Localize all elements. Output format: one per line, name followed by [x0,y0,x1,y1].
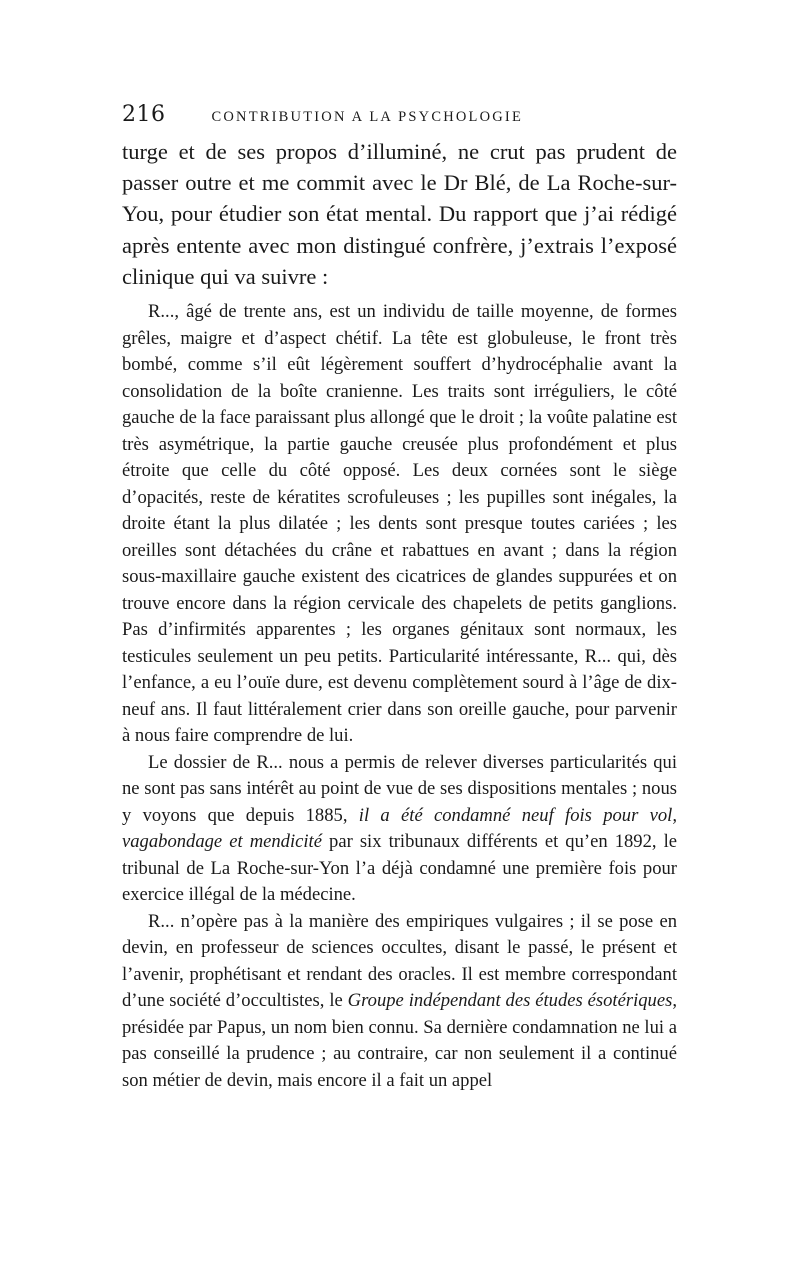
devin-paragraph [122,909,677,1095]
intro-text [122,136,677,292]
intro-paragraph: turge et de ses propos d’illuminé, ne crut pas prudent de passer outre et me commit avec le Dr Blé, de La Roche-sur-You, pour étudier son état mental. Du rapport que j’ai rédigé après entente avec mon distingué confrère, j’extrais l’exposé clinique qui va suivre : [122,139,677,289]
devin-italic-text: Groupe indépendant des études ésotériques [347,990,673,1011]
dossier-text-end: par six tribunaux différents et qu’en 1892, le tribunal de La Roche-sur-Yon l’a déjà condamné une première fois pour exercice illégal de la médecine. [122,831,678,905]
dossier-text-start: Le dossier de R... nous a permis de relever diverses particularités qui ne sont pas sans intérêt au point de vue de ses dispositions mentales ; nous y voyons que depuis 1885, [122,751,677,826]
devin-text-end: , présidée par Papus, un nom bien connu. Sa dernière condamnation ne lui a pas conseillé la prudence ; au contraire, car non seulement il a continué son métier de devin, mais encore il a fait un appel [122,990,677,1091]
main-text [122,299,677,1094]
dossier-italic-text: il a été condamné neuf fois pour vol, vagabondage et mendicité [122,804,677,852]
devin-text-start: R... n’opère pas à la manière des empiriques vulgaires ; il se pose en devin, en professeur de sciences occultes, disant le passé, le présent et l’avenir, prophétisant et rendant des oracles. Il est membre correspondant d’une société d’occultistes, le [122,910,677,1011]
dossier-paragraph [122,750,677,909]
running-header [122,102,674,127]
running-title: CONTRIBUTION A LA PSYCHOLOGIE [211,109,524,125]
page-number: 216 [122,102,166,127]
clinical-paragraph: R..., âgé de trente ans, est un individu de taille moyenne, de formes grêles, maigre et d’aspect chétif. La tête est globuleuse, le front très bombé, comme s’il eût légèrement souffert d’hydrocéphalie avant la consolidation de la boîte cranienne. Les traits sont irréguliers, le côté gauche de la face paraissant plus allongé que le droit ; la voûte palatine est très asymétrique, la partie gauche creusée plus profondément et plus étroite que celle du côté opposé. Les deux cornées sont le siège d’opacités, reste de kératites scrofuleuses ; les pupilles sont inégales, la droite étant la plus dilatée ; les dents sont presque toutes cariées ; les oreilles sont détachées du crâne et rabattues en avant ; dans la région sous-maxillaire gauche existent des cicatrices de glandes suppurées et on trouve encore dans la région cervicale des chapelets de petits ganglions. Pas d’infirmités apparentes ; les organes génitaux sont normaux, les testicules seulement un peu petits. Particularité intéressante, R... qui, dès l’enfance, a eu l’ouïe dure, est devenu complètement sourd à l’âge de dix-neuf ans. Il faut littéralement crier dans son oreille gauche, pour parvenir à nous faire comprendre de lui. [122,301,677,746]
